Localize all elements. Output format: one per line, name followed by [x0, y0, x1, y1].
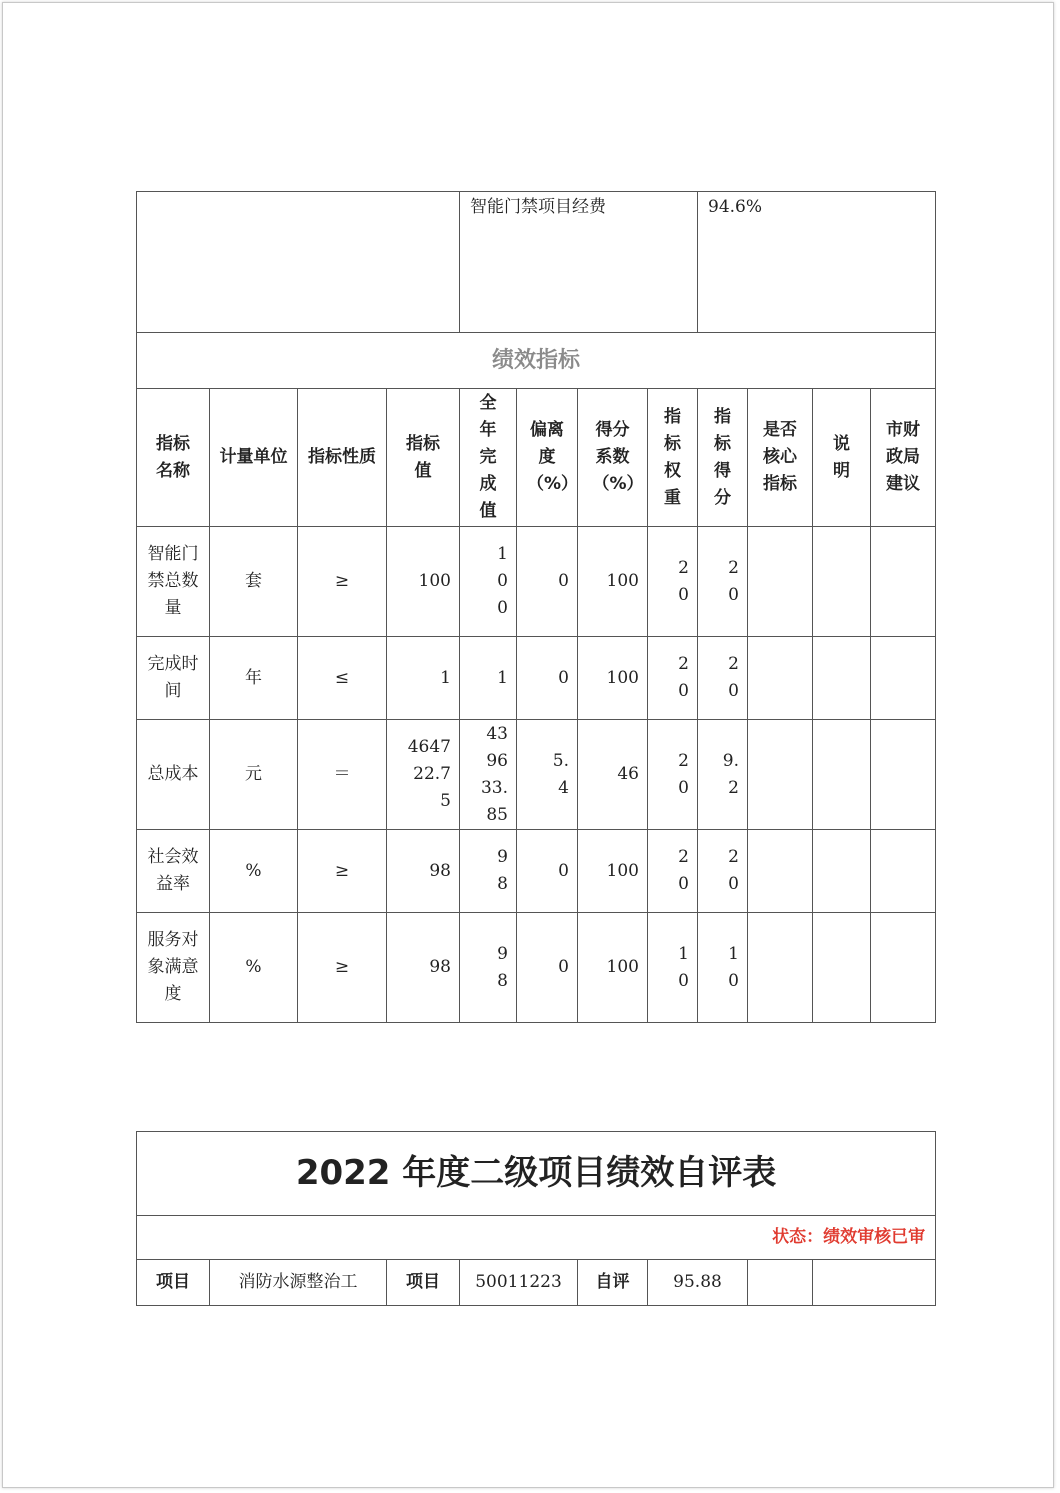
target-cell: 98 [387, 913, 460, 1023]
indicator-name: 智能门禁总数量 [147, 544, 199, 618]
blank-cell [748, 1260, 813, 1306]
self-eval-score: 95.88 [648, 1260, 748, 1306]
note-cell [813, 913, 871, 1023]
core-cell [748, 720, 813, 830]
nature-cell: ≤ [298, 637, 387, 720]
actual-cell: 439633.85 [480, 723, 508, 825]
coef-cell: 100 [578, 913, 648, 1023]
header-suggestion: 市财政局建议 [886, 420, 920, 494]
performance-indicator-table [136, 191, 936, 1023]
budget-item-cell [460, 192, 698, 333]
section-title: 绩效指标 [137, 333, 936, 389]
table-row [137, 527, 936, 637]
target-cell: 1 [387, 637, 460, 720]
score-cell: 20 [728, 654, 739, 701]
header-unit: 计量单位 [219, 447, 288, 467]
budget-blank-cell [137, 192, 460, 333]
unit-cell: % [210, 830, 298, 913]
score-cell: 10 [728, 943, 739, 991]
coef-cell: 46 [578, 720, 648, 830]
weight-cell: 20 [678, 750, 689, 798]
indicator-name: 社会效益率 [147, 847, 199, 894]
project-code-label: 项目 [387, 1260, 460, 1306]
suggestion-cell [871, 637, 936, 720]
coef-cell: 100 [578, 830, 648, 913]
deviation-cell: 0 [517, 913, 578, 1023]
score-cell: 20 [728, 847, 739, 894]
score-cell: 9.2 [722, 750, 739, 798]
actual-cell: 100 [497, 544, 508, 618]
core-cell [748, 637, 813, 720]
weight-cell: 10 [678, 943, 689, 991]
core-cell [748, 527, 813, 637]
header-core: 是否核心指标 [763, 420, 797, 494]
header-indicator-name: 指标名称 [156, 433, 190, 481]
status-badge: 状态：绩效审核已审 [137, 1216, 936, 1260]
table-row [137, 720, 936, 830]
deviation-cell: 0 [517, 830, 578, 913]
header-note: 说明 [833, 433, 850, 481]
nature-cell: ≥ [298, 913, 387, 1023]
indicator-name: 服务对象满意度 [147, 930, 199, 1004]
budget-item-name: 智能门禁项目经费 [470, 197, 606, 217]
indicator-name: 完成时间 [147, 654, 199, 701]
unit-cell: % [210, 913, 298, 1023]
note-cell [813, 720, 871, 830]
header-target-value: 指标值 [406, 433, 440, 481]
budget-execution-rate: 94.6% [708, 197, 763, 217]
header-score: 指标得分 [714, 406, 731, 508]
note-cell [813, 830, 871, 913]
table-row [137, 637, 936, 720]
suggestion-cell [871, 527, 936, 637]
target-cell: 98 [387, 830, 460, 913]
unit-cell: 套 [210, 527, 298, 637]
project-label: 项目 [137, 1260, 210, 1306]
nature-cell: ＝ [298, 720, 387, 830]
header-deviation: 偏离度（%） [527, 420, 579, 494]
unit-cell: 元 [210, 720, 298, 830]
core-cell [748, 830, 813, 913]
actual-cell: 98 [497, 847, 508, 894]
weight-cell: 20 [678, 557, 689, 605]
budget-row [137, 192, 936, 333]
header-actual-value: 全年完成值 [479, 393, 497, 521]
self-eval-label: 自评 [578, 1260, 648, 1306]
actual-cell: 98 [497, 943, 508, 991]
header-score-coef: 得分系数（%） [592, 420, 644, 494]
self-evaluation-form [136, 1131, 936, 1306]
header-weight: 指标权重 [664, 406, 681, 508]
unit-cell: 年 [210, 637, 298, 720]
coef-cell: 100 [578, 637, 648, 720]
deviation-cell: 0 [517, 527, 578, 637]
actual-cell: 1 [460, 637, 517, 720]
budget-value-cell [698, 192, 936, 333]
note-cell [813, 637, 871, 720]
core-cell [748, 913, 813, 1023]
target-cell: 464722.75 [407, 737, 451, 811]
table-row [137, 913, 936, 1023]
score-cell: 20 [728, 557, 739, 605]
blank-cell [813, 1260, 936, 1306]
header-row [137, 389, 936, 527]
project-name: 消防水源整治工 [210, 1260, 387, 1306]
header-nature: 指标性质 [308, 447, 376, 467]
form-title: 2022 年度二级项目绩效自评表 [137, 1132, 936, 1216]
nature-cell: ≥ [298, 527, 387, 637]
nature-cell: ≥ [298, 830, 387, 913]
suggestion-cell [871, 720, 936, 830]
weight-cell: 20 [678, 847, 689, 894]
coef-cell: 100 [578, 527, 648, 637]
project-info-row [137, 1260, 936, 1306]
table-row [137, 830, 936, 913]
suggestion-cell [871, 913, 936, 1023]
deviation-cell: 0 [517, 637, 578, 720]
note-cell [813, 527, 871, 637]
indicator-name: 总成本 [147, 764, 199, 784]
suggestion-cell [871, 830, 936, 913]
weight-cell: 20 [678, 654, 689, 701]
project-code: 50011223 [460, 1260, 578, 1306]
target-cell: 100 [387, 527, 460, 637]
deviation-cell: 5.4 [552, 750, 569, 798]
